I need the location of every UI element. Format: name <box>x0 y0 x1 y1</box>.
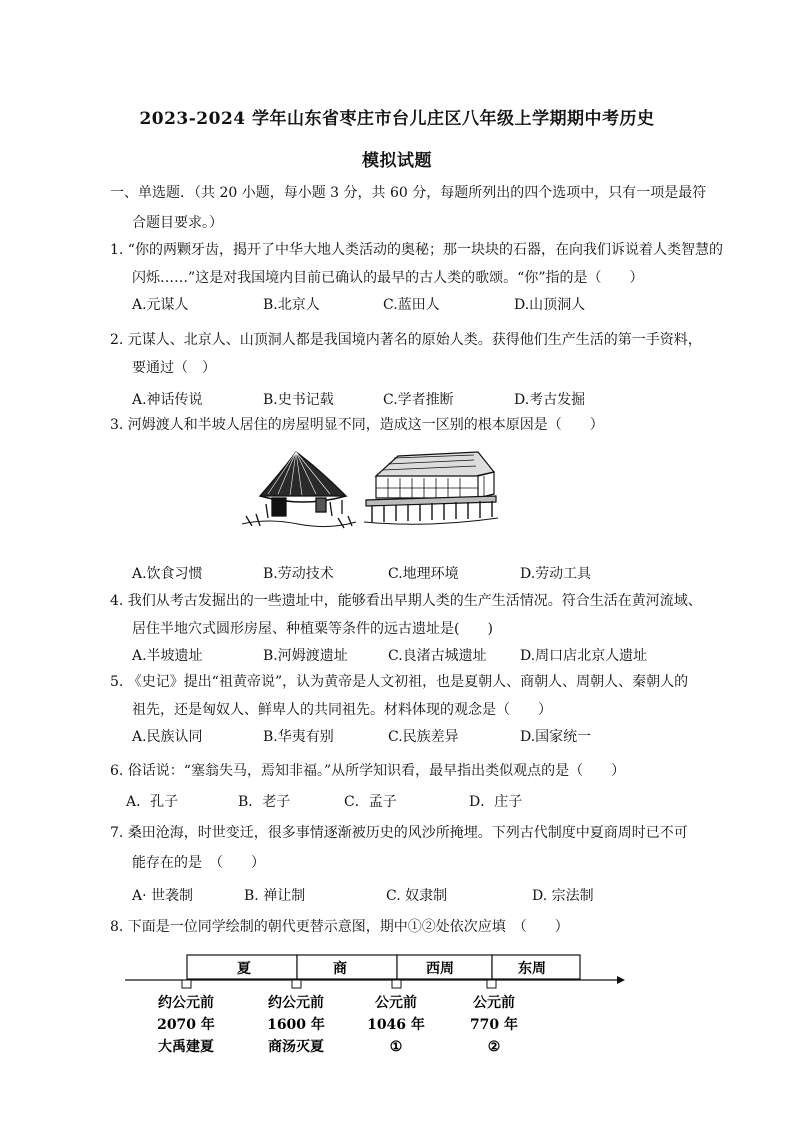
q5-line2: 祖先，还是匈奴人、鲜卑人的共同祖先。材料体现的观念是（ ） <box>132 702 552 718</box>
q6-line1: 6. 俗话说：“塞翁失马，焉知非福。”从所学知识看，最早指出类似观点的是（ ） <box>110 763 626 779</box>
q6-option-a[interactable]: A．孔子 <box>126 794 179 810</box>
q3-line1: 3. 河姆渡人和半坡人居住的房屋明显不同，造成这一区别的根本原因是（ ） <box>110 417 604 433</box>
q1-option-c[interactable]: C.蓝田人 <box>383 297 440 313</box>
dynasty-label-dongzhou: 东周 <box>518 961 546 977</box>
dynasty-label-xia: 夏 <box>237 961 251 977</box>
dynasty-label-shang: 商 <box>333 961 347 977</box>
q2-line2: 要通过（ ） <box>132 360 216 376</box>
q4-option-a[interactable]: A.半坡遗址 <box>132 648 203 664</box>
dynasty-label-xizhou: 西周 <box>426 961 454 977</box>
q3-option-d[interactable]: D.劳动工具 <box>520 566 592 582</box>
section-heading-cont: 合题目要求。） <box>132 215 223 231</box>
q3-option-a[interactable]: A.饮食习惯 <box>132 566 203 582</box>
point2-l1: 约公元前 <box>268 995 324 1011</box>
arrow-right-icon <box>617 976 625 984</box>
q1-option-b[interactable]: B.北京人 <box>263 297 320 313</box>
point1-l1: 约公元前 <box>158 995 214 1011</box>
q7-line1: 7. 桑田沧海，时世变迁，很多事情逐渐被历史的风沙所掩埋。下列古代制度中夏商周时已不可 <box>110 825 688 841</box>
q5-option-a[interactable]: A.民族认同 <box>132 729 203 745</box>
box-shang <box>297 955 397 979</box>
q4-line1: 4. 我们从考古发掘出的一些遗址中，能够看出早期人类的生产生活情况。符合生活在黄河流域、 <box>110 593 702 609</box>
q7-option-d[interactable]: D. 宗法制 <box>532 888 594 904</box>
tick-marker <box>487 980 496 988</box>
q6-option-d[interactable]: D．庄子 <box>469 794 523 810</box>
q5-option-d[interactable]: D.国家统一 <box>520 729 592 745</box>
point4-l1: 公元前 <box>473 995 515 1011</box>
point2-l3: 商汤灭夏 <box>268 1039 324 1055</box>
tick-marker <box>292 980 301 988</box>
q8-line1: 8. 下面是一位同学绘制的朝代更替示意图，期中①②处依次应填 （ ） <box>110 919 569 935</box>
q4-line2: 居住半地穴式圆形房屋、种植粟等条件的远古遗址是( ) <box>132 621 493 637</box>
point1-l2: 2070 年 <box>157 1017 215 1033</box>
section-heading: 一、单选题．（共 20 小题，每小题 3 分，共 60 分，每题所列出的四个选项中，只有一项是最符 <box>110 185 707 201</box>
point4-l3: ② <box>487 1039 501 1055</box>
point1-l3: 大禹建夏 <box>158 1039 214 1055</box>
point3-l2: 1046 年 <box>367 1017 425 1033</box>
q3-option-b[interactable]: B.劳动技术 <box>263 566 334 582</box>
thatched-hut-icon <box>242 452 356 528</box>
q4-option-c[interactable]: C.良渚古城遗址 <box>388 648 487 664</box>
q1-option-a[interactable]: A.元谋人 <box>132 297 189 313</box>
tick-marker <box>182 980 191 988</box>
q4-option-d[interactable]: D.周口店北京人遗址 <box>520 648 648 664</box>
dynasty-timeline <box>120 950 630 1060</box>
q1-option-d[interactable]: D.山顶洞人 <box>514 297 586 313</box>
point3-l1: 公元前 <box>375 995 417 1011</box>
q1-line1: 1. “你的两颗牙齿，揭开了中华大地人类活动的奥秘；那一块块的石器，在向我们诉说着人类智慧的 <box>110 242 723 258</box>
ancient-houses-illustration <box>238 446 500 532</box>
q2-option-b[interactable]: B.史书记载 <box>263 392 334 408</box>
page-subtitle: 模拟试题 <box>362 151 432 171</box>
q4-option-b[interactable]: B.河姆渡遗址 <box>263 648 348 664</box>
q1-line2: 闪烁……”这是对我国境内目前已确认的最早的古人类的歌颂。“你”指的是（ ） <box>132 270 644 286</box>
q5-line1: 5. 《史记》提出“祖黄帝说”，认为黄帝是人文初祖，也是夏朝人、商朝人、周朝人、秦朝人的 <box>110 674 689 690</box>
q7-line2: 能存在的是 （ ） <box>132 855 265 871</box>
q6-option-c[interactable]: C．孟子 <box>344 794 397 810</box>
q2-option-a[interactable]: A.神话传说 <box>132 392 203 408</box>
point4-l2: 770 年 <box>469 1017 519 1033</box>
q6-option-b[interactable]: B．老子 <box>238 794 291 810</box>
q5-option-b[interactable]: B.华夷有别 <box>263 729 334 745</box>
q2-option-d[interactable]: D.考古发掘 <box>514 392 586 408</box>
page-title: 2023-2024 学年山东省枣庄市台儿庄区八年级上学期期中考历史 <box>139 109 655 129</box>
point2-l2: 1600 年 <box>267 1017 325 1033</box>
q3-option-c[interactable]: C.地理环境 <box>388 566 459 582</box>
q2-line1: 2. 元谋人、北京人、山顶洞人都是我国境内著名的原始人类。获得他们生产生活的第一手资料， <box>110 332 702 348</box>
q7-option-c[interactable]: C. 奴隶制 <box>386 888 448 904</box>
q5-option-c[interactable]: C.民族差异 <box>388 729 459 745</box>
tick-marker <box>392 980 401 988</box>
q7-option-b[interactable]: B. 禅让制 <box>244 888 306 904</box>
stilt-house-icon <box>364 452 498 524</box>
point3-l3: ① <box>389 1039 403 1055</box>
q7-option-a[interactable]: A· 世袭制 <box>132 888 194 904</box>
q2-option-c[interactable]: C.学者推断 <box>383 392 454 408</box>
